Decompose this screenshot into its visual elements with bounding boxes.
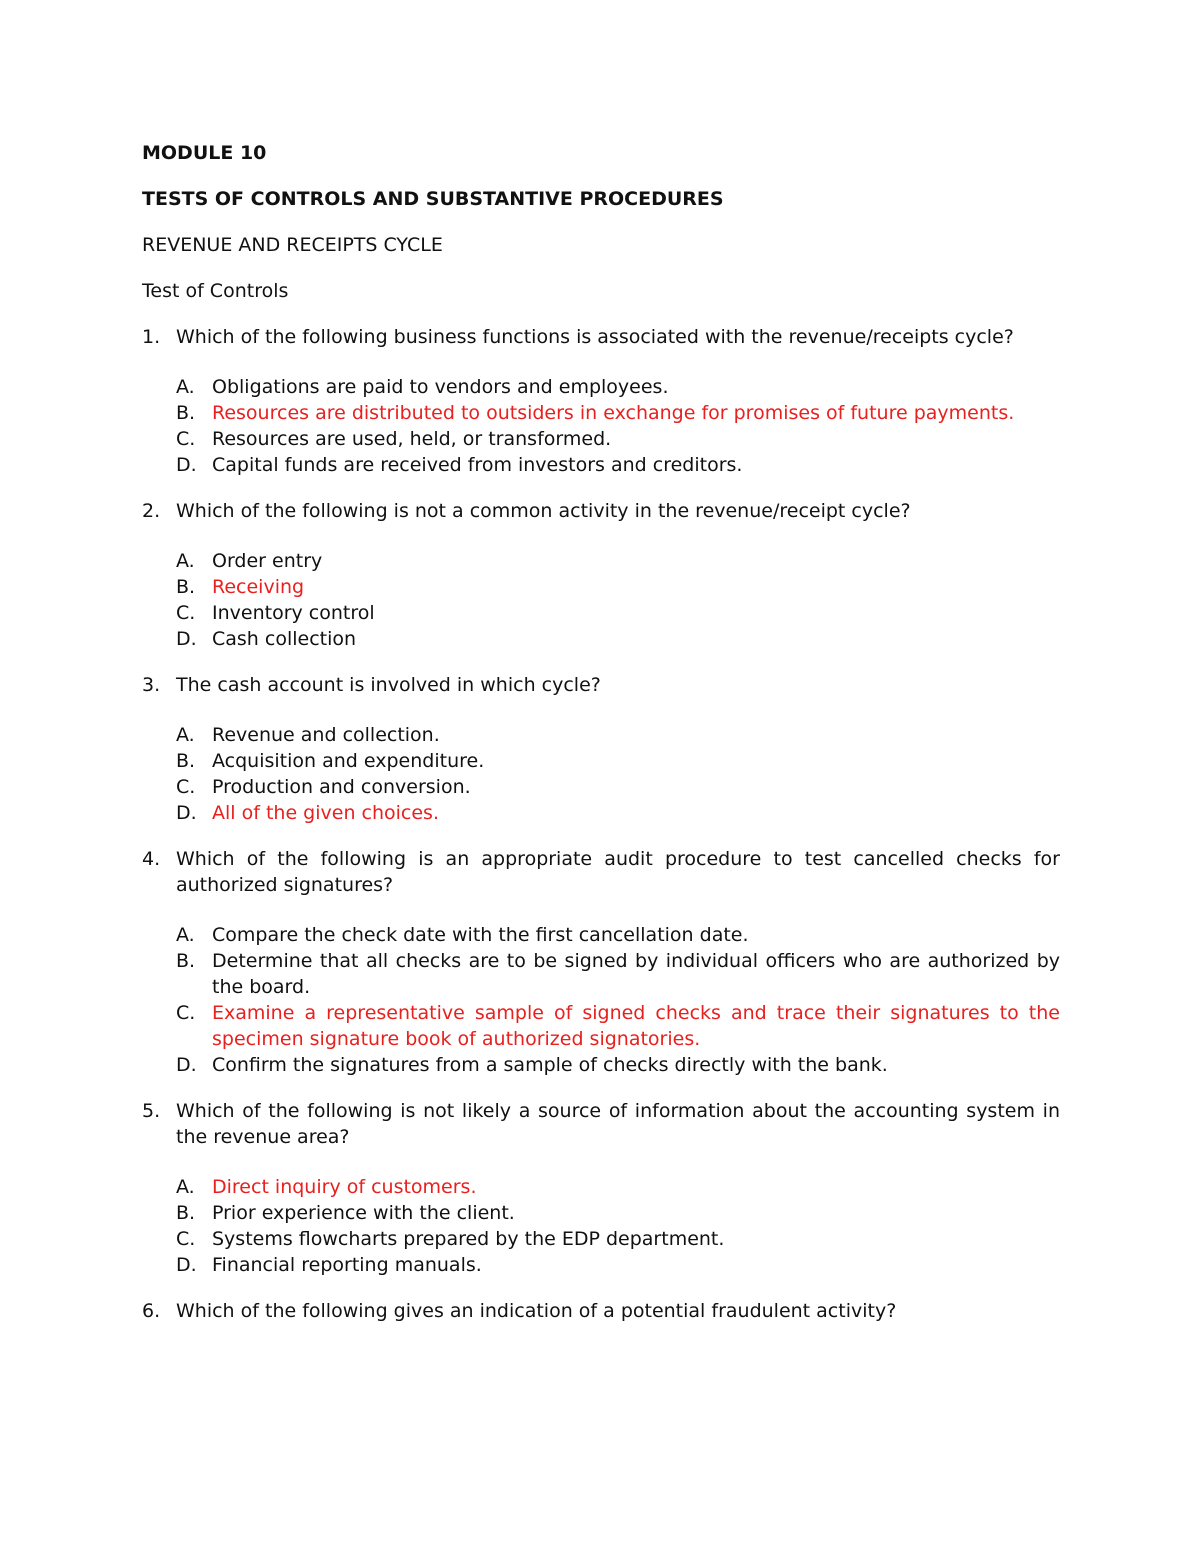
option-letter: A. bbox=[176, 550, 195, 572]
answer-option bbox=[176, 426, 1060, 452]
question-row bbox=[142, 324, 1060, 350]
option-letter: A. bbox=[176, 1176, 195, 1198]
answer-option bbox=[176, 374, 1060, 400]
answer-option bbox=[176, 774, 1060, 800]
question-item bbox=[142, 846, 1060, 1078]
answer-option bbox=[176, 722, 1060, 748]
answer-options bbox=[176, 1174, 1060, 1278]
answer-option-correct bbox=[176, 1000, 1060, 1052]
question-text: Which of the following gives an indication of a potential fraudulent activity? bbox=[176, 1300, 897, 1322]
option-text: Prior experience with the client. bbox=[212, 1202, 515, 1224]
question-item bbox=[142, 672, 1060, 826]
question-text: Which of the following business functions is associated with the revenue/receipts cycle? bbox=[176, 326, 1014, 348]
option-letter: C. bbox=[176, 1002, 196, 1024]
option-letter: C. bbox=[176, 428, 196, 450]
question-item bbox=[142, 1098, 1060, 1278]
option-text: Resources are used, held, or transformed. bbox=[212, 428, 612, 450]
answer-option-correct bbox=[176, 574, 1060, 600]
option-letter: B. bbox=[176, 950, 196, 972]
option-text: Cash collection bbox=[212, 628, 357, 650]
module-title: MODULE 10 bbox=[142, 142, 267, 164]
question-row bbox=[142, 1298, 1060, 1324]
option-letter: A. bbox=[176, 376, 195, 398]
option-text: Compare the check date with the first cancellation date. bbox=[212, 924, 749, 946]
option-text: Direct inquiry of customers. bbox=[212, 1176, 477, 1198]
answer-option bbox=[176, 1226, 1060, 1252]
answer-option-correct bbox=[176, 800, 1060, 826]
option-text: Resources are distributed to outsiders in exchange for promises of future payments. bbox=[212, 402, 1015, 424]
answer-option bbox=[176, 1200, 1060, 1226]
option-letter: D. bbox=[176, 1054, 197, 1076]
option-text: Order entry bbox=[212, 550, 323, 572]
option-text: Capital funds are received from investors and creditors. bbox=[212, 454, 743, 476]
option-text: Acquisition and expenditure. bbox=[212, 750, 485, 772]
document-page bbox=[142, 140, 1060, 1324]
question-row bbox=[142, 498, 1060, 524]
cycle-title: REVENUE AND RECEIPTS CYCLE bbox=[142, 234, 443, 256]
answer-option bbox=[176, 922, 1060, 948]
option-letter: A. bbox=[176, 924, 195, 946]
option-letter: C. bbox=[176, 1228, 196, 1250]
question-text: Which of the following is not a common activity in the revenue/receipt cycle? bbox=[176, 500, 911, 522]
option-text: All of the given choices. bbox=[212, 802, 439, 824]
answer-option bbox=[176, 948, 1060, 1000]
option-letter: D. bbox=[176, 802, 197, 824]
question-row bbox=[142, 672, 1060, 698]
answer-option bbox=[176, 600, 1060, 626]
question-number: 4. bbox=[142, 848, 161, 870]
option-letter: B. bbox=[176, 1202, 196, 1224]
question-item bbox=[142, 324, 1060, 478]
option-text: Systems flowcharts prepared by the EDP department. bbox=[212, 1228, 725, 1250]
question-text: Which of the following is not likely a source of information about the accounting system in the revenue area? bbox=[176, 1100, 1060, 1148]
question-number: 2. bbox=[142, 500, 161, 522]
option-letter: C. bbox=[176, 776, 196, 798]
answer-option-correct bbox=[176, 400, 1060, 426]
answer-options bbox=[176, 548, 1060, 652]
answer-option-correct bbox=[176, 1174, 1060, 1200]
answer-options bbox=[176, 374, 1060, 478]
option-text: Obligations are paid to vendors and employees. bbox=[212, 376, 669, 398]
option-text: Determine that all checks are to be signed by individual officers who are authorized by the board. bbox=[212, 950, 1060, 998]
option-text: Examine a representative sample of signed checks and trace their signatures to the specimen signature book of authorized signatories. bbox=[212, 1002, 1060, 1050]
question-row bbox=[142, 846, 1060, 898]
option-letter: B. bbox=[176, 750, 196, 772]
option-letter: C. bbox=[176, 602, 196, 624]
question-number: 3. bbox=[142, 674, 161, 696]
option-text: Production and conversion. bbox=[212, 776, 471, 798]
answer-option bbox=[176, 626, 1060, 652]
question-number: 5. bbox=[142, 1100, 161, 1122]
answer-option bbox=[176, 1252, 1060, 1278]
question-list bbox=[142, 324, 1060, 1324]
answer-option bbox=[176, 548, 1060, 574]
answer-options bbox=[176, 722, 1060, 826]
question-text: Which of the following is an appropriate audit procedure to test cancelled checks for authorized signatures? bbox=[176, 848, 1060, 896]
question-number: 1. bbox=[142, 326, 161, 348]
question-item bbox=[142, 498, 1060, 652]
option-letter: B. bbox=[176, 402, 196, 424]
document-heading: TESTS OF CONTROLS AND SUBSTANTIVE PROCEDURES bbox=[142, 188, 724, 210]
option-letter: A. bbox=[176, 724, 195, 746]
option-letter: D. bbox=[176, 454, 197, 476]
option-text: Inventory control bbox=[212, 602, 375, 624]
section-title: Test of Controls bbox=[142, 280, 289, 302]
option-letter: B. bbox=[176, 576, 196, 598]
answer-options bbox=[176, 922, 1060, 1078]
option-text: Confirm the signatures from a sample of checks directly with the bank. bbox=[212, 1054, 888, 1076]
question-number: 6. bbox=[142, 1300, 161, 1322]
question-row bbox=[142, 1098, 1060, 1150]
option-letter: D. bbox=[176, 1254, 197, 1276]
question-text: The cash account is involved in which cycle? bbox=[176, 674, 601, 696]
option-text: Financial reporting manuals. bbox=[212, 1254, 482, 1276]
answer-option bbox=[176, 1052, 1060, 1078]
question-item bbox=[142, 1298, 1060, 1324]
answer-option bbox=[176, 748, 1060, 774]
answer-option bbox=[176, 452, 1060, 478]
option-text: Receiving bbox=[212, 576, 305, 598]
option-text: Revenue and collection. bbox=[212, 724, 440, 746]
option-letter: D. bbox=[176, 628, 197, 650]
